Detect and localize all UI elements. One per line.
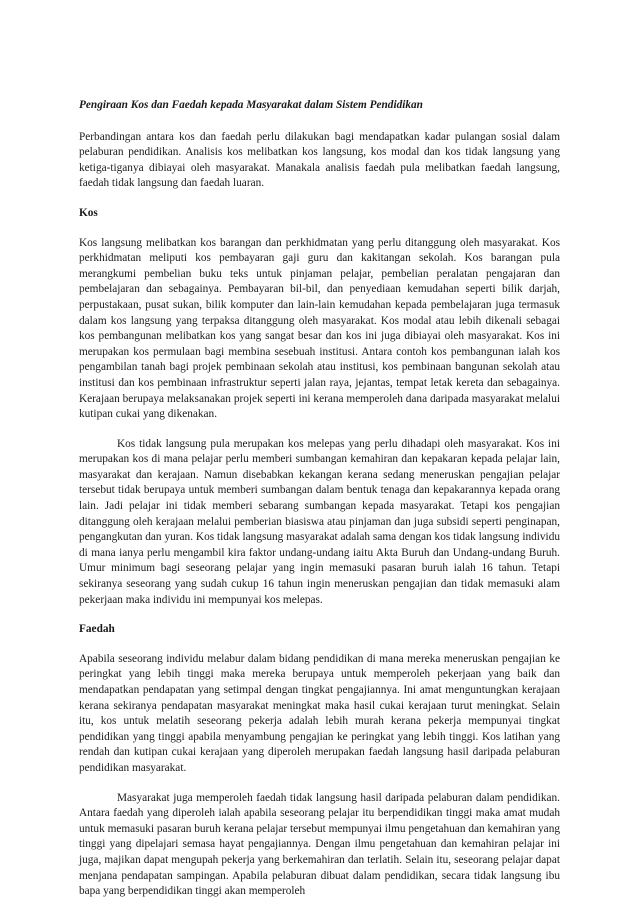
document-page xyxy=(79,98,560,914)
faedah-paragraph-1: Apabila seseorang individu melabur dalam bidang pendidikan di mana mereka meneruskan pengajian ke peringkat yang lebih tinggi maka mereka berupaya untuk memperoleh pekerjaan yang baik dan mendapatkan pendapatan yang setimpal dengan tingkat pengajiannya. Ini amat menguntungkan kerajaan kerana sekiranya pendapatan masyarakat meningkat maka hasil cukai kerajaan turut meningkat. Selain itu, kos untuk melatih seseorang pekerja adalah lebih murah kerana pekerja mempunyai tingkat pendidikan yang tinggi apabila menyambung pengajian ke peringkat yang lebih tinggi. Kos latihan yang rendah dan kutipan cukai kerajaan yang diperoleh merupakan faedah langsung hasil daripada pelaburan pendidikan masyarakat. xyxy=(79,652,560,774)
section-heading-faedah: Faedah xyxy=(79,623,115,636)
kos-paragraph-2: Kos tidak langsung pula merupakan kos melepas yang perlu dihadapi oleh masyarakat. Kos ini merupakan kos di mana pelajar perlu memberi sumbangan kemahiran dan kepakaran kepada pelajar lain, masyarakat dan kerajaan. Namun disebabkan kekangan kerana sedang meneruskan pengajian pelajar tersebut tidak berupaya untuk memberi sumbangan dalam bentuk tenaga dan kepakarannya kepada orang lain. Jadi pelajar ini tidak memberi sebarang sumbangan kepada masyarakat. Tetapi kos pengajian ditanggung oleh kerajaan melalui pemberian biasiswa atau pinjaman dan juga subsidi seperti penginapan, pengangkutan dan yuran. Kos tidak langsung masyarakat adalah sama dengan kos tidak langsung individu di mana ianya perlu mengambil kira faktor undang-undang iaitu Akta Buruh dan Undang-undang Buruh. Umur minimum bagi seseorang pelajar yang ingin memasuki pasaran buruh ialah 16 tahun. Tetapi sekiranya seseorang yang sudah cukup 16 tahun ingin meneruskan pengajian dan tidak memasuki alam pekerjaan maka individu ini mempunyai kos melepas. xyxy=(79,437,560,606)
faedah-paragraph-2: Masyarakat juga memperoleh faedah tidak langsung hasil daripada pelaburan dalam pendidikan. Antara faedah yang diperoleh ialah apabila seseorang pelajar itu berpendidikan tinggi maka amat mudah untuk memasuki pasaran buruh kerana pelajar tersebut mempunyai ilmu pengetahuan dan kemahiran yang tinggi yang dipelajari semasa hayat pengajiannya. Dengan ilmu pengetahuan dan kemahiran pelajar ini juga, majikan dapat mengupah pekerja yang berkemahiran dan terlatih. Selain itu, seseorang pelajar dapat menjana pendapatan sampingan. Apabila pelaburan dibuat dalam pendidikan, secara tidak langsung ibu bapa yang berpendidikan tinggi akan memperoleh xyxy=(79,791,560,898)
intro-paragraph: Perbandingan antara kos dan faedah perlu dilakukan bagi mendapatkan kadar pulangan sosial dalam pelaburan pendidikan. Analisis kos melibatkan kos langsung, kos modal dan kos tidak langsung yang ketiga-tiganya dibiayai oleh masyarakat. Manakala analisis faedah pula melibatkan faedah langsung, faedah tidak langsung dan faedah luaran. xyxy=(79,130,560,190)
document-title: Pengiraan Kos dan Faedah kepada Masyarakat dalam Sistem Pendidikan xyxy=(79,99,423,111)
kos-paragraph-1: Kos langsung melibatkan kos barangan dan perkhidmatan yang perlu ditanggung oleh masyarakat. Kos perkhidmatan meliputi kos pembayaran gaji guru dan kakitangan sekolah. Kos barangan pula merangkumi pembelian buku teks untuk pinjaman pelajar, pembelian peralatan pengajaran dan pembelajaran dan sebagainya. Pembayaran bil-bil, dan penyediaan kemudahan seperti bilik darjah, perpustakaan, pusat sukan, bilik komputer dan lain-lain kemudahan kepada pembelajaran juga termasuk dalam kos langsung yang terpaksa ditanggung oleh masyarakat. Kos modal atau lebih dikenali sebagai kos pembangunan melibatkan kos yang sangat besar dan kos ini juga dibiayai oleh masyarakat. Kos ini merupakan kos permulaan bagi membina sesebuah institusi. Antara contoh kos pembangunan ialah kos pengambilan tanah bagi projek pembinaan sekolah atau institusi, kos pembinaan bangunan sekolah atau institusi dan kos pembinaan infrastruktur seperti jalan raya, jejantas, tempat letak kereta dan sebagainya. Kerajaan berupaya melaksanakan projek seperti ini kerana memperoleh dana daripada masyarakat melalui kutipan cukai yang dikenakan. xyxy=(79,236,560,421)
section-heading-kos: Kos xyxy=(79,206,98,219)
